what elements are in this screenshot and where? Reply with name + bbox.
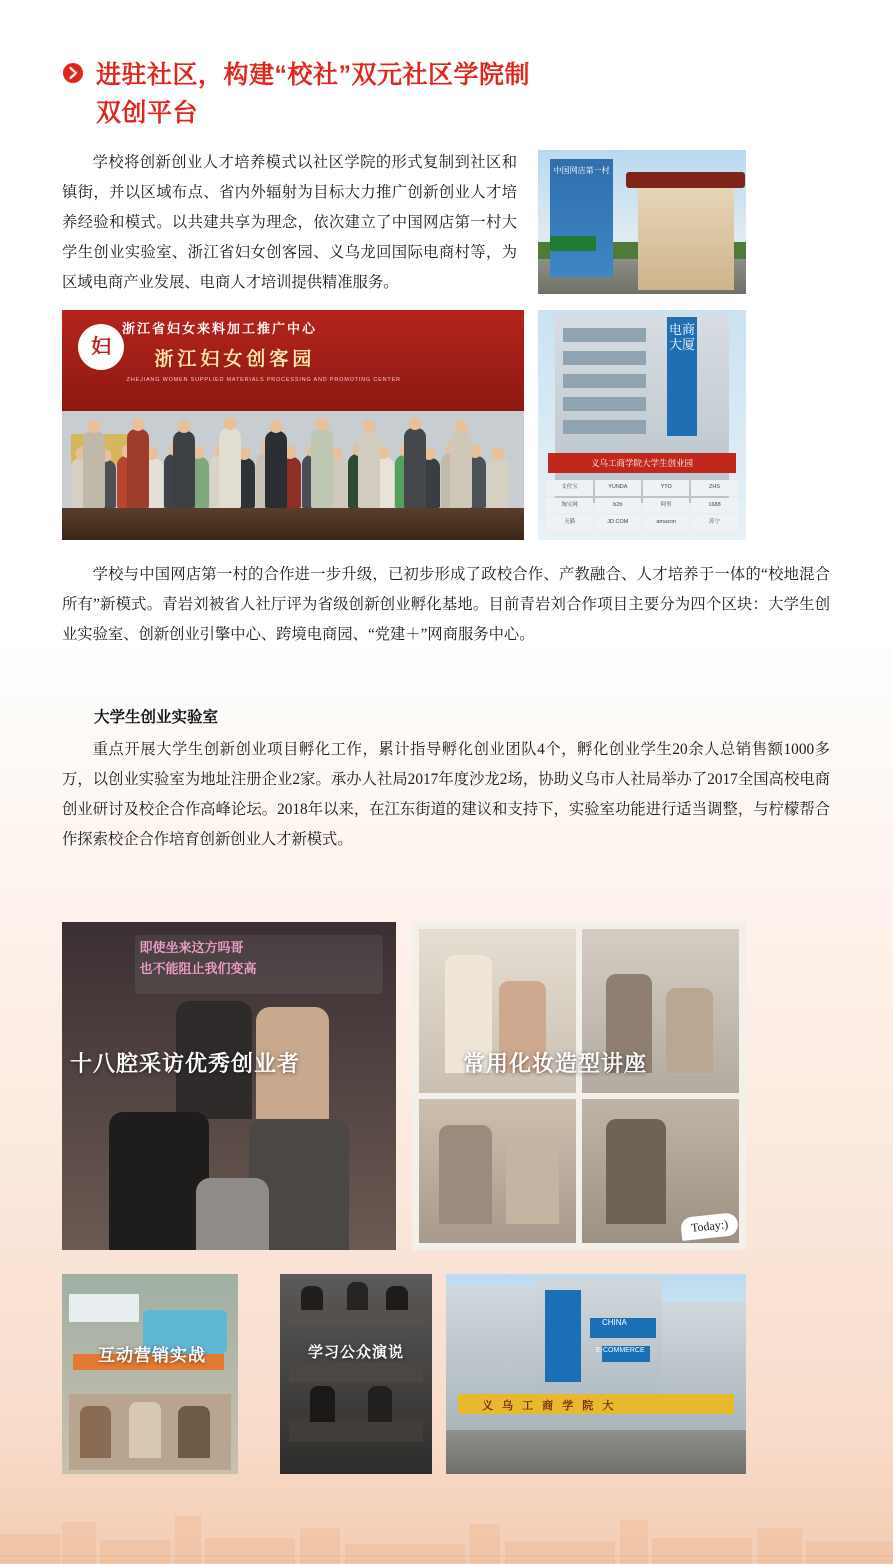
neon-sign <box>135 935 382 994</box>
photo-makeup-styling-lecture <box>412 922 746 1250</box>
neon-line-1: 即使坐来这方吗哥 <box>139 940 244 956</box>
photo-interactive-marketing-practice <box>62 1274 238 1474</box>
building-vertical-sign: 电商大厦 <box>667 317 697 437</box>
caption-speech: 学习公众演说 <box>308 1344 405 1361</box>
heading-line-2: 双创平台 <box>96 99 199 127</box>
photo-yiwu-e-commerce-building <box>538 310 746 540</box>
photo-public-speaking-study <box>280 1274 432 1474</box>
group-photo-people <box>62 411 524 508</box>
subsection-heading: 大学生创业实验室 <box>94 709 219 726</box>
heading-line-1: 进驻社区，构建“校社”双元社区学院制 <box>96 61 531 89</box>
photo-china-online-store-first-village-gate <box>538 150 746 294</box>
building-brand-logos: 支付宝 YUNDA YTO ZHS 淘宝网 b2b 阿里 1688 天猫 JD.COM amazon 苏宁 <box>546 480 737 531</box>
banner-english-title: ZHEJIANG WOMEN SUPPLIED MATERIALS PROCESSING AND PROMOTING CENTER <box>126 376 401 383</box>
caption-interview: 十八腔采访优秀创业者 <box>70 1051 301 1076</box>
paragraph-2: 学校与中国网店第一村的合作进一步升级，已初步形成了政校合作、产教融合、人才培养于一体的“校地混合所有”新模式。青岩刘被省人社厅评为省级创新创业孵化基地。目前青岩刘合作项目主要分为四个区块：大学生创业实验室、创新创业引擎中心、跨境电商园、“党建＋”网商服务中心。 <box>62 566 830 643</box>
street-sign-mid: E-COMMERCE <box>596 1347 645 1354</box>
paragraph-3: 重点开展大学生创新创业项目孵化工作，累计指导孵化创业团队4个，孵化创业学生20余人总销售额1000多万，以创业实验室为地址注册企业2家。承办人社局2017年度沙龙2场，协助义乌市人社局举办了2017全国高校电商创业研讨及校企合作高峰论坛。2018年以来，在江东街道的建议和支持下，实验室功能进行适当调整，与柠檬帮合作探索校企合作培育创新创业人才新模式。 <box>62 741 830 848</box>
caption-marketing: 互动营销实战 <box>98 1346 206 1365</box>
women-park-logo: 妇 <box>78 324 124 370</box>
photo-zhejiang-women-makers-park-group <box>62 310 524 540</box>
building-red-sign: 义乌工商学院大学生创业园 <box>548 453 735 474</box>
banner-title: 浙江省妇女来料加工推广中心 <box>122 321 318 337</box>
street-sign-top: CHINA <box>602 1318 627 1327</box>
gate-tower-sign: 中国网店第一村 <box>550 159 612 277</box>
heading-text-block <box>96 56 530 132</box>
caption-makeup: 常用化妆造型讲座 <box>463 1051 648 1076</box>
section-heading <box>62 56 762 132</box>
group-photo-banner <box>62 310 524 411</box>
neon-line-2: 也不能阻止我们变高 <box>139 961 257 977</box>
paragraph-1: 学校将创新创业人才培养模式以社区学院的形式复制到社区和镇街，并以区域布点、省内外辐射为目标大力推广创新创业人才培养经验和模式。以共建共享为理念，依次建立了中国网店第一村大学生创业实验室、浙江省妇女创客园、义乌龙回国际电商村等，为区域电商产业发展、电商人才培训提供精准服务。 <box>62 154 517 291</box>
photo-shibaqiang-interview <box>62 922 396 1250</box>
today-sticker: Today:) <box>680 1212 739 1241</box>
street-sign-bottom: 义 乌 工 商 学 院 大 <box>482 1400 617 1412</box>
chevron-right-circle-icon <box>62 62 84 84</box>
photo-college-street-view <box>446 1274 746 1474</box>
banner-subtitle: 浙江妇女创客园 <box>154 349 316 371</box>
